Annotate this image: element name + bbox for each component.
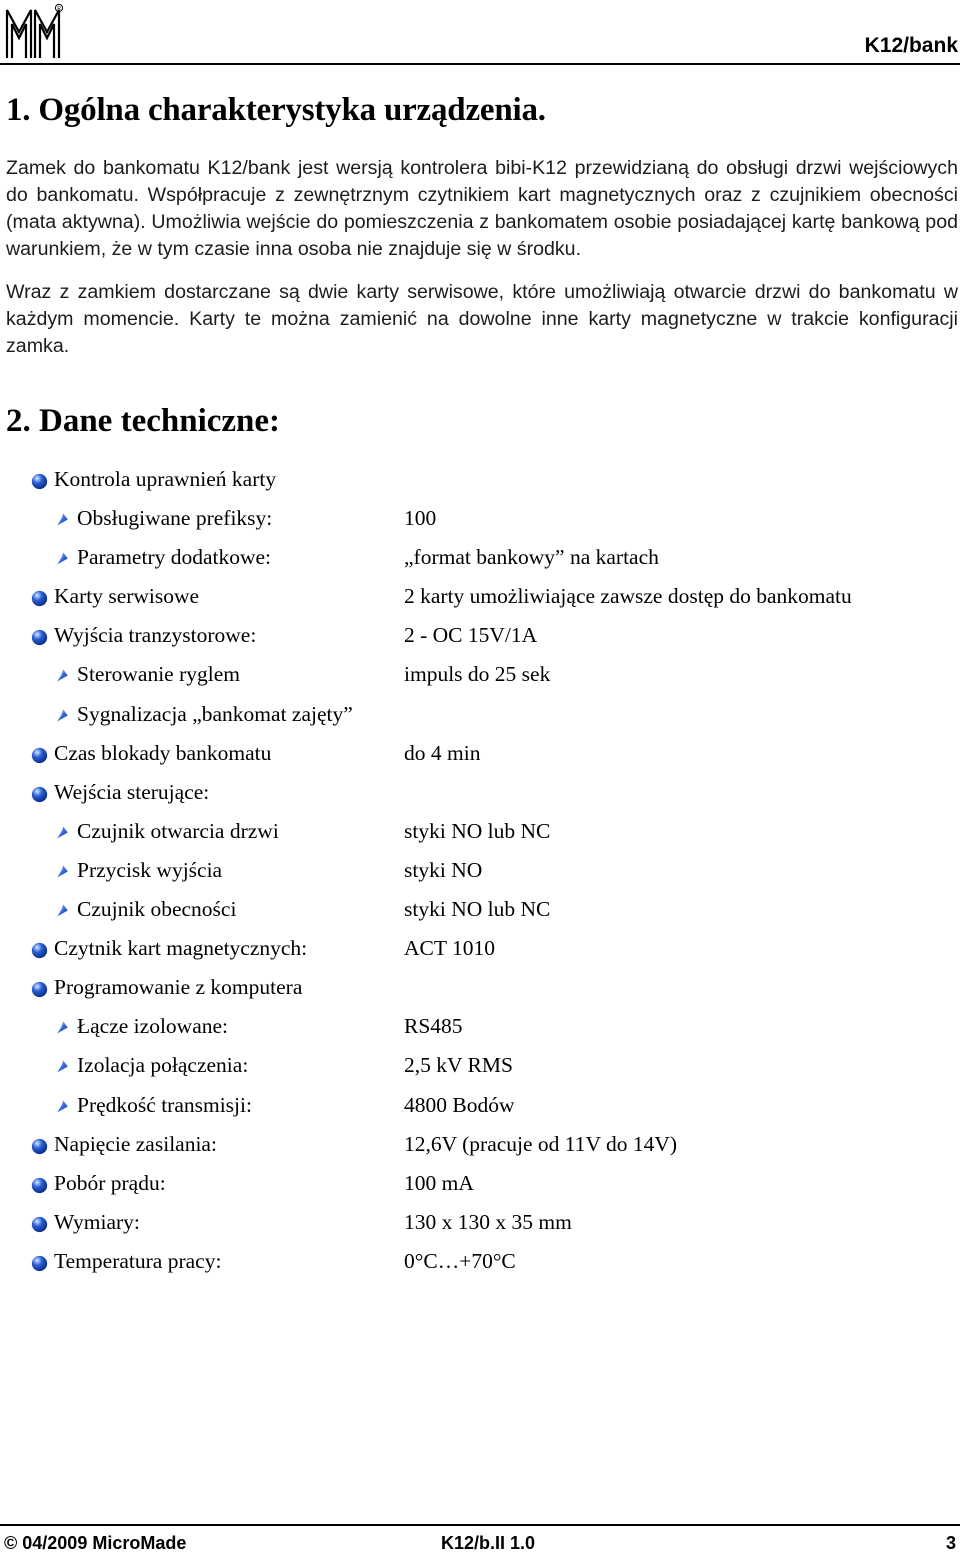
spec-value: 100 <box>404 506 437 531</box>
spec-value: styki NO <box>404 857 483 882</box>
spec-label: Napięcie zasilania: <box>54 1131 217 1156</box>
spec-label: Wejścia sterujące: <box>54 779 210 804</box>
spec-value: styki NO lub NC <box>404 818 551 843</box>
spec-value: 4800 Bodów <box>404 1092 515 1117</box>
blue-sphere-bullet-icon <box>31 1255 48 1272</box>
spec-label: Izolacja połączenia: <box>77 1053 249 1078</box>
blue-arrow-bullet-icon <box>55 825 70 840</box>
page-number: 3 <box>945 1533 956 1553</box>
blue-sphere-bullet-icon <box>31 1177 48 1194</box>
blue-sphere-bullet-icon <box>31 590 48 607</box>
spec-label: Parametry dodatkowe: <box>77 545 272 570</box>
spec-row <box>0 540 960 579</box>
spec-label: Czujnik otwarcia drzwi <box>77 818 279 843</box>
blue-arrow-bullet-icon <box>55 512 70 527</box>
spec-row <box>0 501 960 540</box>
spec-label: Temperatura pracy: <box>54 1248 222 1273</box>
spec-value: 12,6V (pracuje od 11V do 14V) <box>404 1131 678 1156</box>
spec-value: RS485 <box>404 1014 463 1039</box>
page-footer <box>0 1533 960 1557</box>
spec-value: ACT 1010 <box>404 936 495 961</box>
spec-value: 100 mA <box>404 1170 474 1195</box>
spec-row <box>0 1048 960 1087</box>
spec-label: Sygnalizacja „bankomat zajęty” <box>77 701 353 726</box>
footer-copyright: © 04/2009 MicroMade <box>4 1533 187 1553</box>
spec-value: styki NO lub NC <box>404 897 551 922</box>
blue-sphere-bullet-icon <box>31 1216 48 1233</box>
spec-row <box>0 1244 960 1283</box>
spec-row <box>0 814 960 853</box>
blue-arrow-bullet-icon <box>55 1020 70 1035</box>
spec-value: „format bankowy” na kartach <box>404 545 659 570</box>
technical-specs-list <box>0 462 960 1283</box>
svg-text:R: R <box>57 6 61 12</box>
spec-row <box>0 657 960 696</box>
blue-arrow-bullet-icon <box>55 1099 70 1114</box>
blue-arrow-bullet-icon <box>55 903 70 918</box>
spec-label: Wyjścia tranzystorowe: <box>54 623 257 648</box>
spec-label: Sterowanie ryglem <box>77 662 240 687</box>
spec-row <box>0 618 960 657</box>
blue-arrow-bullet-icon <box>55 708 70 723</box>
blue-sphere-bullet-icon <box>31 473 48 490</box>
spec-row <box>0 970 960 1009</box>
spec-row <box>0 697 960 736</box>
spec-row <box>0 775 960 814</box>
spec-row <box>0 1205 960 1244</box>
header-divider <box>0 63 960 65</box>
spec-label: Przycisk wyjścia <box>77 857 223 882</box>
spec-row <box>0 853 960 892</box>
blue-arrow-bullet-icon <box>55 551 70 566</box>
micromade-logo-icon <box>4 2 64 62</box>
spec-row <box>0 1088 960 1127</box>
blue-sphere-bullet-icon <box>31 629 48 646</box>
spec-row <box>0 462 960 501</box>
spec-row <box>0 1166 960 1205</box>
blue-sphere-bullet-icon <box>31 981 48 998</box>
spec-row <box>0 892 960 931</box>
spec-row <box>0 1009 960 1048</box>
description-paragraph-2: Wraz z zamkiem dostarczane są dwie karty serwisowe, które umożliwiają otwarcie drzwi do bankomatu w każdym momencie. Karty te można zamienić na dowolne inne karty magnetyczne w trakcie konfiguracji zamka. <box>6 281 958 357</box>
blue-arrow-bullet-icon <box>55 1059 70 1074</box>
spec-label: Programowanie z komputera <box>54 975 303 1000</box>
spec-label: Wymiary: <box>54 1209 140 1234</box>
spec-label: Czytnik kart magnetycznych: <box>54 936 308 961</box>
footer-divider <box>0 1524 960 1526</box>
section-1-title: 1. Ogólna charakterystyka urządzenia. <box>6 92 546 128</box>
blue-sphere-bullet-icon <box>31 1138 48 1155</box>
description-paragraph-1: Zamek do bankomatu K12/bank jest wersją kontrolera bibi-K12 przewidzianą do obsługi drzwi wejściowych do bankomatu. Współpracuje z zewnętrznym czytnikiem kart magnetycznych oraz z czujnikiem obecności (mata aktywna). Umożliwia wejście do pomieszczenia z bankomatem osobie posiadającej kartę bankową pod warunkiem, że w tym czasie inna osoba nie znajduje się w środku. <box>6 157 958 260</box>
spec-label: Kontrola uprawnień karty <box>54 467 277 491</box>
spec-label: Karty serwisowe <box>54 584 200 609</box>
spec-label: Pobór prądu: <box>54 1170 166 1195</box>
spec-row <box>0 931 960 970</box>
spec-row <box>0 579 960 618</box>
spec-value: 2,5 kV RMS <box>404 1053 513 1078</box>
spec-value: 2 - OC 15V/1A <box>404 623 538 648</box>
section-2-title: 2. Dane techniczne: <box>6 403 281 439</box>
page-header <box>0 0 960 68</box>
footer-version: K12/b.II 1.0 <box>441 1533 536 1553</box>
spec-row <box>0 1127 960 1166</box>
blue-sphere-bullet-icon <box>31 786 48 803</box>
blue-sphere-bullet-icon <box>31 747 48 764</box>
spec-label: Obsługiwane prefiksy: <box>77 506 273 531</box>
spec-value: impuls do 25 sek <box>404 662 551 687</box>
spec-label: Czujnik obecności <box>77 897 237 922</box>
document-code: K12/bank <box>864 34 958 57</box>
spec-row <box>0 736 960 775</box>
spec-label: Prędkość transmisji: <box>77 1092 252 1117</box>
spec-value: 0°C…+70°C <box>404 1248 516 1273</box>
spec-value: 2 karty umożliwiające zawsze dostęp do bankomatu <box>404 584 852 609</box>
blue-sphere-bullet-icon <box>31 942 48 959</box>
spec-label: Czas blokady bankomatu <box>54 740 272 765</box>
spec-value: 130 x 130 x 35 mm <box>404 1209 572 1234</box>
spec-label: Łącze izolowane: <box>77 1014 229 1039</box>
spec-value: do 4 min <box>404 740 481 765</box>
blue-arrow-bullet-icon <box>55 668 70 683</box>
blue-arrow-bullet-icon <box>55 864 70 879</box>
